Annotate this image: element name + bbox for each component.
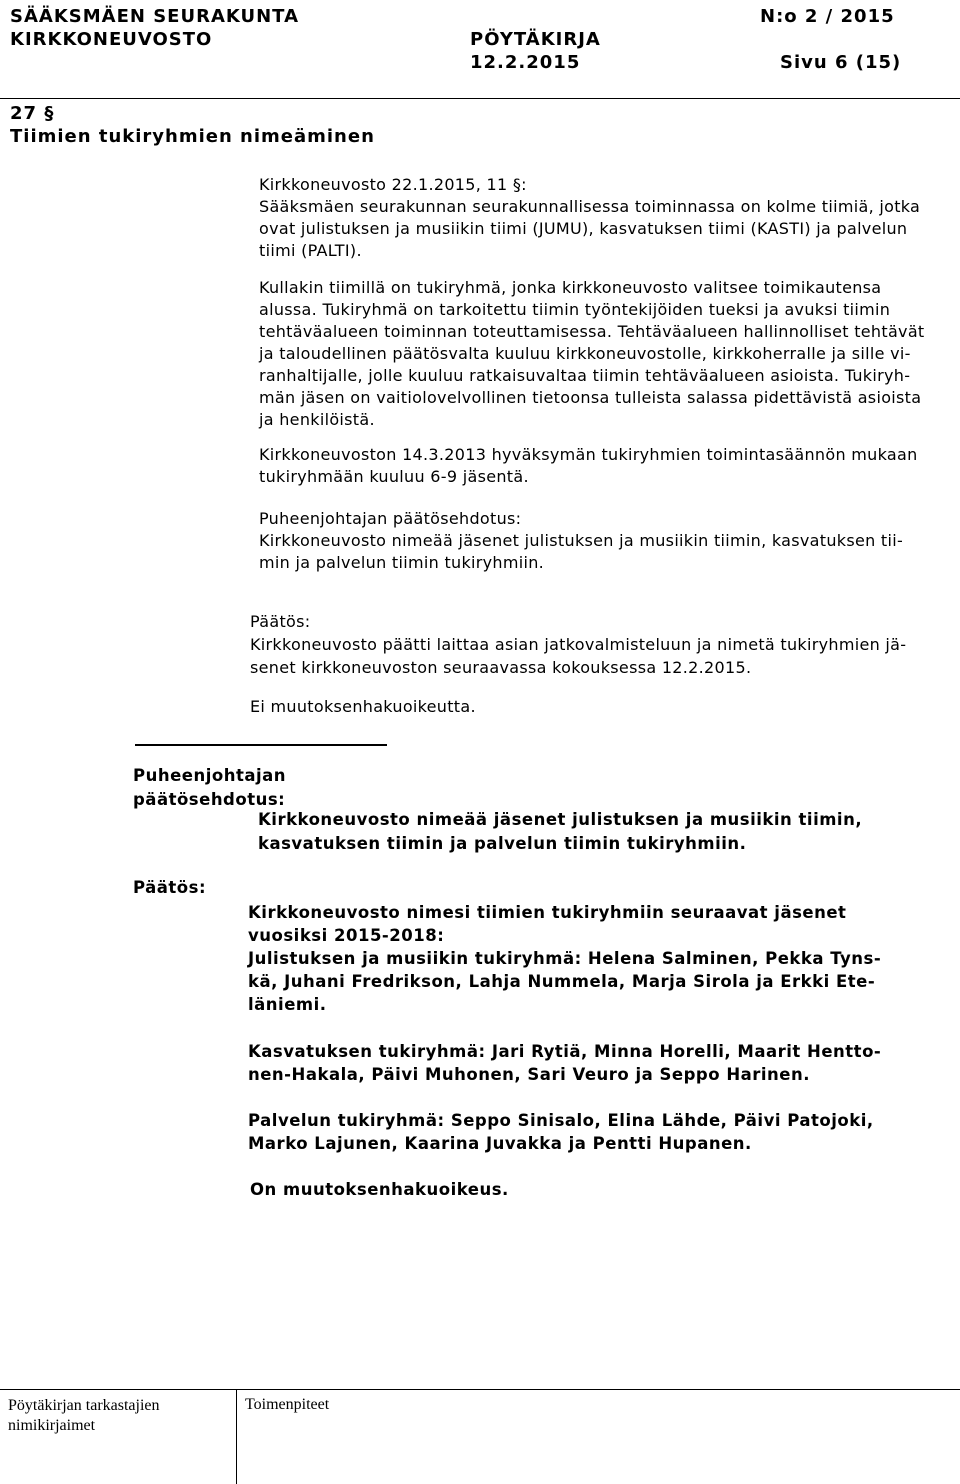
- appeal-statement: On muutoksenhakuoikeus.: [250, 1180, 509, 1199]
- footer-signers: [8, 1396, 160, 1436]
- text-line: Kasvatuksen tukiryhmä: Jari Rytiä, Minna Horelli, Maarit Hentto-: [248, 1042, 882, 1061]
- group-palti: [248, 1109, 874, 1155]
- text-line: Palvelun tukiryhmä: Seppo Sinisalo, Elina Lähde, Päivi Patojoki,: [248, 1111, 874, 1130]
- label-line: Puheenjohtajan: [133, 766, 287, 785]
- text-line: Sääksmäen seurakunnan seurakunnallisessa toiminnassa on kolme tiimiä, jotka: [259, 197, 921, 216]
- section-number: 27: [10, 103, 38, 124]
- text-line: Pöytäkirjan tarkastajien: [8, 1397, 160, 1414]
- prior-proposal: [259, 508, 903, 574]
- footer-actions: Toimenpiteet: [245, 1396, 330, 1413]
- prior-appeal: Ei muutoksenhakuoikeutta.: [250, 697, 476, 716]
- text-line: nen-Hakala, Päivi Muhonen, Sari Veuro ja Seppo Harinen.: [248, 1065, 811, 1084]
- prior-decision: [250, 610, 906, 679]
- text-line: ja henkilöistä.: [259, 410, 375, 429]
- text-line: ovat julistuksen ja musiikin tiimi (JUMU), kasvatuksen tiimi (KASTI) ja palvelun: [259, 219, 908, 238]
- text-line: kasvatuksen tiimin ja palvelun tiimin tukiryhmiin.: [258, 834, 747, 853]
- decision-intro: [248, 901, 846, 947]
- group-jumu: [248, 947, 881, 1016]
- text-line: Kirkkoneuvosto päätti laittaa asian jatkovalmisteluun ja nimetä tukiryhmien jä-: [250, 635, 907, 654]
- text-line: vuosiksi 2015-2018:: [248, 926, 445, 945]
- decision-label: Päätös:: [133, 878, 207, 897]
- prior-reference: Kirkkoneuvosto 22.1.2015, 11 §:: [259, 175, 527, 194]
- text-line: tiimi (PALTI).: [259, 241, 362, 260]
- text-line: Kirkkoneuvosto nimeää jäsenet julistuksen ja musiikin tiimin, kasvatuksen tii-: [259, 531, 904, 550]
- footer-column-divider: [236, 1389, 237, 1484]
- text-line: Julistuksen ja musiikin tukiryhmä: Helena Salminen, Pekka Tyns-: [248, 949, 882, 968]
- text-line: ja taloudellinen päätösvalta kuuluu kirkkoneuvostolle, kirkkoherralle ja sille vi-: [259, 344, 911, 363]
- text-line: Marko Lajunen, Kaarina Juvakka ja Pentti Hupanen.: [248, 1134, 752, 1153]
- text-line: alussa. Tukiryhmä on tarkoitettu tiimin työntekijöiden tueksi ja avuksi tiimin: [259, 300, 891, 319]
- section-symbol: §: [44, 103, 55, 124]
- text-line: tehtäväalueen toiminnan toteuttamisessa. Tehtäväalueen hallinnolliset tehtävät: [259, 322, 925, 341]
- page-number: Sivu 6 (15): [780, 52, 902, 73]
- text-line: Kirkkoneuvoston 14.3.2013 hyväksymän tukiryhmien toimintasäännön mukaan: [259, 445, 918, 464]
- text-line: män jäsen on vaitiolovelvollinen tietoonsa tulleista salassa pidettävistä asioista: [259, 388, 922, 407]
- text-line: Kullakin tiimillä on tukiryhmä, jonka kirkkoneuvosto valitsee toimikautensa: [259, 278, 882, 297]
- doc-type: PÖYTÄKIRJA: [470, 29, 601, 50]
- decision-label: Päätös:: [250, 612, 311, 631]
- doc-number: N:o 2 / 2015: [760, 6, 895, 27]
- text-line: tukiryhmään kuuluu 6-9 jäsentä.: [259, 467, 529, 486]
- proposal-text: [258, 808, 862, 856]
- prior-paragraph-2: [259, 277, 925, 431]
- text-line: läniemi.: [248, 995, 327, 1014]
- proposal-label: Puheenjohtajan päätösehdotus:: [259, 509, 522, 528]
- proposal-label: [133, 764, 286, 812]
- prior-paragraph-3: [259, 444, 918, 488]
- text-line: kä, Juhani Fredrikson, Lahja Nummela, Marja Sirola ja Erkki Ete-: [248, 972, 876, 991]
- org-name: SÄÄKSMÄEN SEURAKUNTA: [10, 6, 299, 27]
- text-line: ranhaltijalle, jolle kuuluu ratkaisuvaltaa tiimin tehtäväalueen asioista. Tukiryh-: [259, 366, 911, 385]
- section-separator: [135, 744, 387, 746]
- footer-divider: [0, 1389, 960, 1390]
- prior-paragraph-1: [259, 196, 920, 262]
- label-line: päätösehdotus:: [133, 790, 286, 809]
- text-line: Kirkkoneuvosto nimesi tiimien tukiryhmiin seuraavat jäsenet: [248, 903, 847, 922]
- text-line: Kirkkoneuvosto nimeää jäsenet julistuksen ja musiikin tiimin,: [258, 810, 863, 829]
- text-line: senet kirkkoneuvoston seuraavassa kokouksessa 12.2.2015.: [250, 658, 752, 677]
- body-name: KIRKKONEUVOSTO: [10, 29, 213, 50]
- text-line: min ja palvelun tiimin tukiryhmiin.: [259, 553, 545, 572]
- section-heading: [10, 103, 54, 124]
- section-title: Tiimien tukiryhmien nimeäminen: [10, 126, 375, 147]
- header-divider: [0, 98, 960, 99]
- group-kasti: [248, 1040, 881, 1086]
- meeting-date: 12.2.2015: [470, 52, 581, 73]
- text-line: nimikirjaimet: [8, 1417, 96, 1434]
